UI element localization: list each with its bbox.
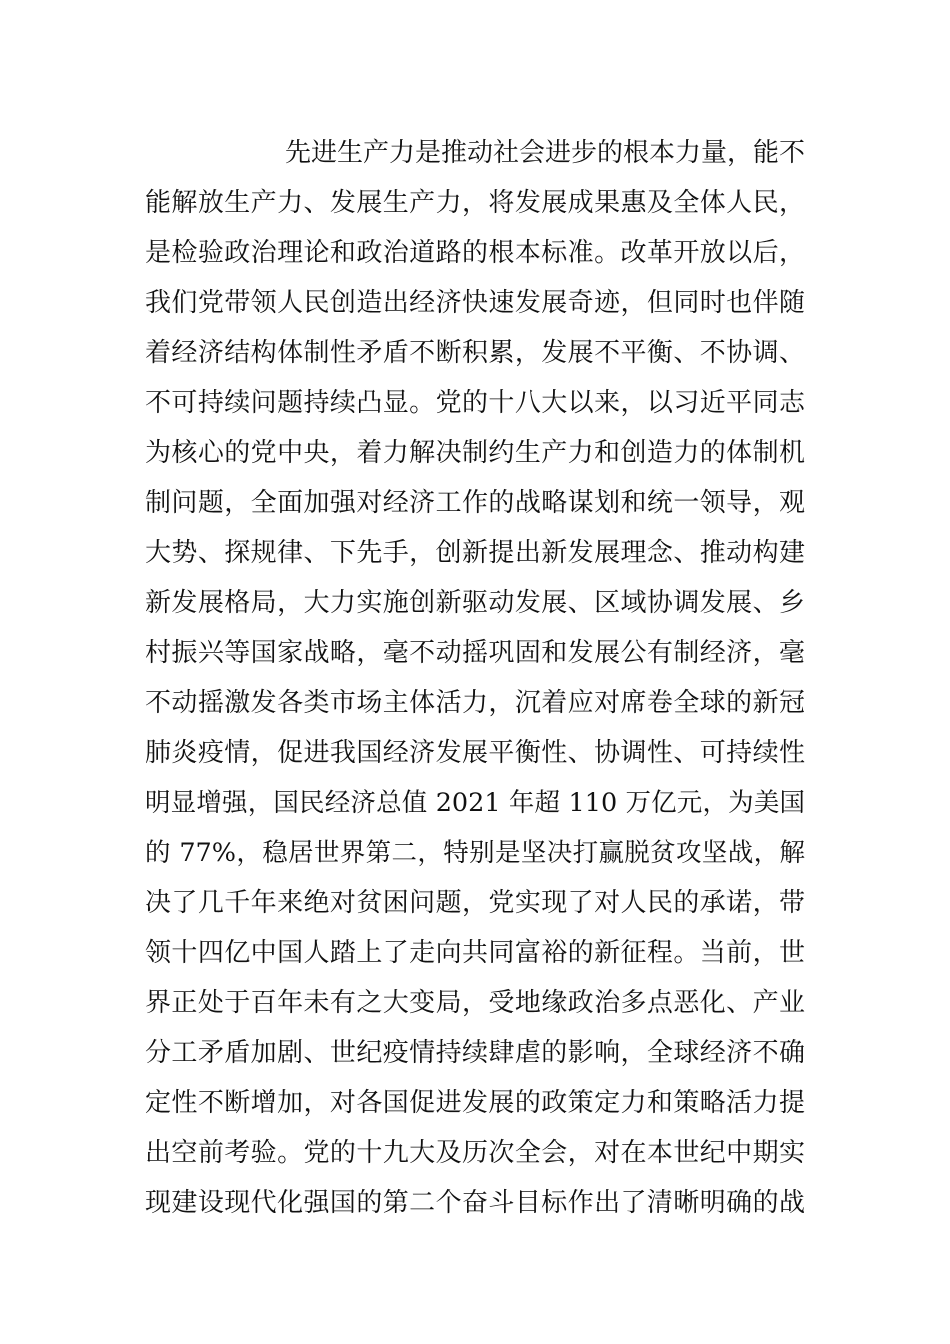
text-line: 着经济结构体制性矛盾不断积累，发展不平衡、不协调、	[145, 338, 805, 368]
text-line: 制问题，全面加强对经济工作的战略谋划和统一领导，观	[145, 488, 805, 518]
text-line: 界正处于百年未有之大变局，受地缘政治多点恶化、产业	[145, 988, 805, 1018]
text-line: 现建设现代化强国的第二个奋斗目标作出了清晰明确的战	[145, 1188, 805, 1218]
text-line: 分工矛盾加剧、世纪疫情持续肆虐的影响，全球经济不确	[145, 1038, 805, 1068]
text-line: 出空前考验。党的十九大及历次全会，对在本世纪中期实	[145, 1138, 805, 1168]
text-line: 不动摇激发各类市场主体活力，沉着应对席卷全球的新冠	[145, 688, 805, 718]
text-line: 能解放生产力、发展生产力，将发展成果惠及全体人民，	[145, 188, 805, 218]
text-line: 不可持续问题持续凸显。党的十八大以来，以习近平同志	[145, 388, 805, 418]
text-line: 为核心的党中央，着力解决制约生产力和创造力的体制机	[145, 438, 805, 468]
text-line: 大势、探规律、下先手，创新提出新发展理念、推动构建	[145, 538, 805, 568]
text-line: 是检验政治理论和政治道路的根本标准。改革开放以后，	[145, 238, 805, 268]
text-line: 决了几千年来绝对贫困问题，党实现了对人民的承诺，带	[145, 888, 805, 918]
text-line: 明显增强，国民经济总值 2021 年超 110 万亿元，为美国	[145, 788, 805, 818]
text-line: 定性不断增加，对各国促进发展的政策定力和策略活力提	[145, 1088, 805, 1118]
text-line: 新发展格局，大力实施创新驱动发展、区域协调发展、乡	[145, 588, 805, 618]
text-line: 肺炎疫情，促进我国经济发展平衡性、协调性、可持续性	[145, 738, 805, 768]
text-line: 我们党带领人民创造出经济快速发展奇迹，但同时也伴随	[145, 288, 805, 318]
text-line: 村振兴等国家战略，毫不动摇巩固和发展公有制经济，毫	[145, 638, 805, 668]
text-line: 领十四亿中国人踏上了走向共同富裕的新征程。当前，世	[145, 938, 805, 968]
text-line: 先进生产力是推动社会进步的根本力量，能不	[285, 138, 805, 168]
text-line: 的 77%，稳居世界第二，特别是坚决打赢脱贫攻坚战，解	[145, 838, 805, 868]
